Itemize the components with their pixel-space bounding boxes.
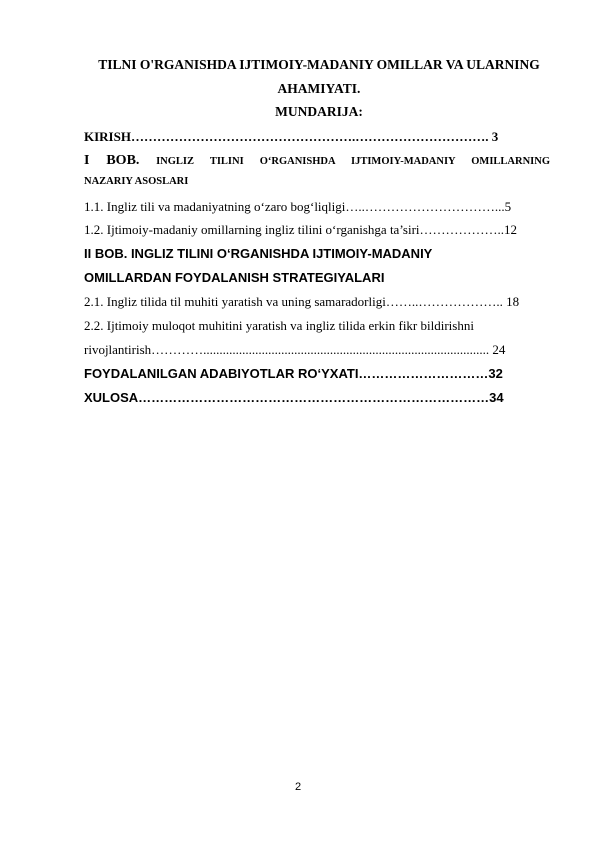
toc-entry-2-2-continued: rivojlantirish…………........................................................................................ 24 [84,342,506,357]
toc-entry-kirish: KIRISH…………………………………………….…………………………. 3 [84,129,499,144]
toc-entry-2-2: 2.2. Ijtimoiy muloqot muhitini yaratish va ingliz tilida erkin fikr bildirishni [84,318,474,333]
chapter-1-label: I BOB. [84,153,140,168]
toc-entry-bibliography: FOYDALANILGAN ADABIYOTLAR RO‘YXATI…………………………32 [84,366,503,381]
toc-entry-chapter-1 [84,152,550,170]
toc-entry-2-1: 2.1. Ingliz tilida til muhiti yaratish va uning samaradorligi……..……………….. 18 [84,294,520,309]
chapter-1-title-continued: NAZARIY ASOSLARI [84,176,189,187]
document-title-line-1: TILNI O'RGANISHDA IJTIMOIY-MADANIY OMILLAR VA ULARNING [98,57,540,72]
toc-entry-1-1: 1.1. Ingliz tili va madaniyatning o‘zaro bog‘liqligi…..…………………………...5 [84,199,512,214]
toc-entry-xulosa: XULOSA………………………………………………………………………34 [84,390,504,405]
contents-heading: MUNDARIJA: [275,104,363,119]
toc-entry-1-2: 1.2. Ijtimoiy-madaniy omillarning ingliz tilini o‘rganishga ta’siri………………..12 [84,222,518,237]
toc-entry-chapter-2: II BOB. INGLIZ TILINI O‘RGANISHDA IJTIMOIY-MADANIY [84,246,433,261]
page-number: 2 [294,781,302,793]
chapter-1-title: INGLIZ TILINI O‘RGANISHDA IJTIMOIY-MADANIY OMILLARNING [156,156,550,167]
chapter-2-title-continued: OMILLARDAN FOYDALANISH STRATEGIYALARI [84,270,385,285]
document-title-line-2: AHAMIYATI. [277,81,361,96]
